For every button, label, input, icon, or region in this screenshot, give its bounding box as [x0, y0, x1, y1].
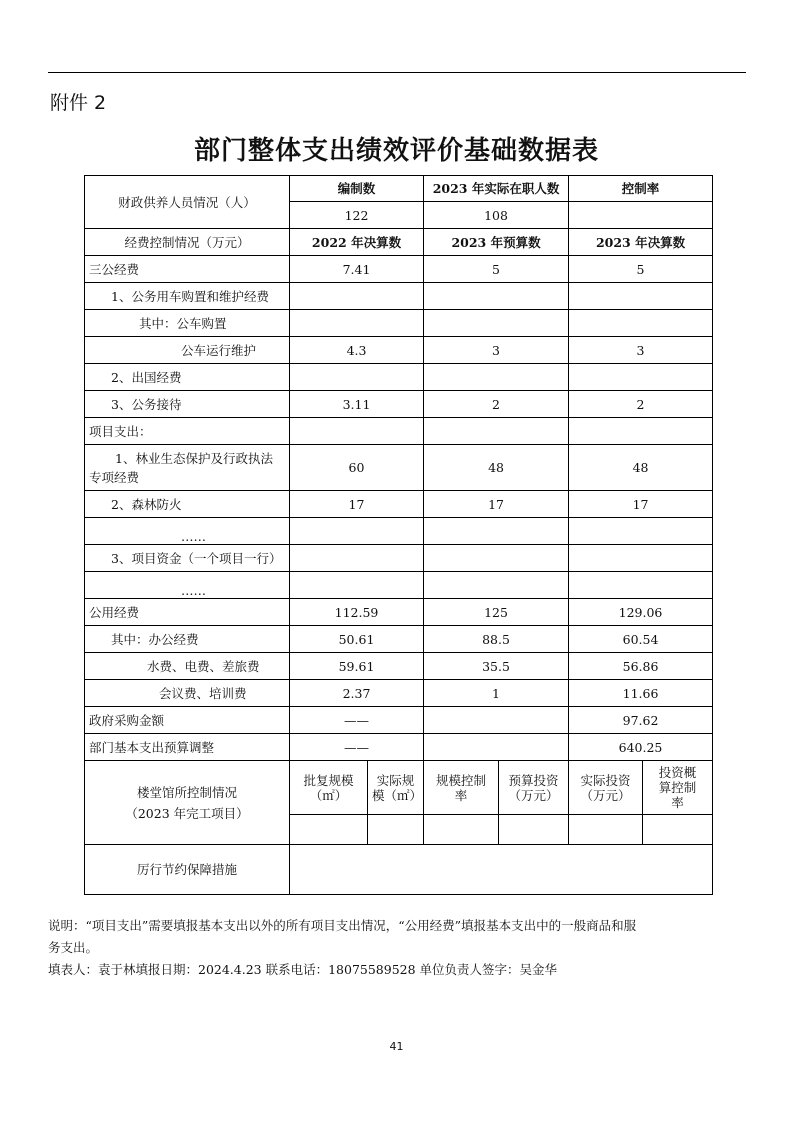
building-header-row [85, 761, 713, 815]
approved-scale-value [290, 815, 368, 845]
table-row [85, 734, 713, 761]
scale-control-rate-header-line2: 率 [454, 787, 468, 803]
row-value-2023-final: 3 [569, 337, 713, 364]
row-value-2022 [290, 310, 424, 337]
row-value-2023-final [569, 283, 713, 310]
row-value-2023-final: 48 [569, 445, 713, 491]
investment-control-rate-header-line2: 算控制 [658, 780, 697, 795]
row-value-2022: 7.41 [290, 256, 424, 283]
saving-measures-value [290, 845, 713, 895]
staff-val2: 108 [424, 202, 569, 229]
staff-col2: 2023 年实际在职人数 [424, 176, 569, 202]
table-row [85, 599, 713, 626]
row-value-2023-final: 56.86 [569, 653, 713, 680]
investment-control-rate-header-line3: 率 [671, 795, 684, 810]
row-value-2023-budget [424, 418, 569, 445]
page-number: 41 [389, 1040, 404, 1053]
building-label-line1: 楼堂馆所控制情况 [136, 784, 237, 800]
staff-label: 财政供养人员情况（人） [85, 176, 290, 229]
row-value-2023-final [569, 364, 713, 391]
investment-control-rate-value [643, 815, 713, 845]
actual-investment-header-line1: 实际投资 [580, 772, 631, 788]
row-value-2023-budget: 125 [424, 599, 569, 626]
investment-control-rate-header-line1: 投资概 [658, 765, 697, 780]
investment-control-rate-header [643, 761, 713, 815]
row-label: 1、公务用车购置和维护经费 [85, 283, 290, 310]
row-label: 其中：公车购置 [85, 310, 290, 337]
control-col3: 2023 年决算数 [569, 229, 713, 256]
actual-scale-value [368, 815, 424, 845]
staff-val3 [569, 202, 713, 229]
row-label: 会议费、培训费 [85, 680, 290, 707]
table-row [85, 337, 713, 364]
table-row [85, 364, 713, 391]
data-table [84, 175, 713, 895]
row-value-2023-budget [424, 310, 569, 337]
row-label: 其中：办公经费 [85, 626, 290, 653]
top-rule [48, 72, 746, 73]
row-value-2023-final: 2 [569, 391, 713, 418]
row-label: 项目支出： [85, 418, 290, 445]
row-value-2023-budget: 17 [424, 491, 569, 518]
approved-scale-header-line2: （㎡） [309, 787, 348, 803]
actual-investment-header-line2: （万元） [580, 787, 631, 803]
staff-header-row [85, 176, 713, 202]
row-value-2023-budget [424, 364, 569, 391]
saving-measures-label: 厉行节约保障措施 [85, 845, 290, 895]
row-label-line2: 专项经费 [89, 469, 140, 485]
row-value-2023-final: 11.66 [569, 680, 713, 707]
row-label: 2、森林防火 [85, 491, 290, 518]
table-row [85, 391, 713, 418]
row-value-2022 [290, 283, 424, 310]
staff-col3: 控制率 [569, 176, 713, 202]
note-line1: 说明：“项目支出”需要填报基本支出以外的所有项目支出情况，“公用经费”填报基本支出中的一般商品和服 [48, 918, 637, 933]
row-value-2023-budget: 5 [424, 256, 569, 283]
table-row [85, 445, 713, 491]
row-value-2022: —— [290, 707, 424, 734]
building-label [85, 761, 290, 845]
actual-scale-header-line2: 模（㎡） [372, 787, 423, 803]
row-value-2023-final: 640.25 [569, 734, 713, 761]
row-label: 2、出国经费 [85, 364, 290, 391]
scale-control-rate-header [424, 761, 499, 815]
row-value-2022 [290, 545, 424, 572]
table-row [85, 545, 713, 572]
row-label: 部门基本支出预算调整 [85, 734, 290, 761]
table-row [85, 491, 713, 518]
row-value-2023-final [569, 545, 713, 572]
row-label [85, 445, 290, 491]
control-col2: 2023 年预算数 [424, 229, 569, 256]
table-row [85, 418, 713, 445]
row-value-2023-final: 17 [569, 491, 713, 518]
table-row [85, 707, 713, 734]
row-value-2023-budget: 35.5 [424, 653, 569, 680]
row-value-2023-final: 60.54 [569, 626, 713, 653]
row-value-2022 [290, 572, 424, 599]
budget-investment-header-line2: （万元） [508, 787, 559, 803]
table-row [85, 256, 713, 283]
document-title: 部门整体支出绩效评价基础数据表 [193, 136, 599, 166]
control-label: 经费控制情况（万元） [85, 229, 290, 256]
row-value-2023-budget [424, 545, 569, 572]
budget-investment-header-line1: 预算投资 [508, 772, 559, 788]
control-header-row [85, 229, 713, 256]
row-label-line1: 1、林业生态保护及行政执法 [115, 450, 273, 466]
row-value-2022 [290, 518, 424, 545]
row-value-2022: 60 [290, 445, 424, 491]
actual-scale-header [368, 761, 424, 815]
table-row [85, 518, 713, 545]
control-col1: 2022 年决算数 [290, 229, 424, 256]
row-value-2022: 50.61 [290, 626, 424, 653]
table-row [85, 653, 713, 680]
row-value-2023-budget: 48 [424, 445, 569, 491]
table-row [85, 310, 713, 337]
row-value-2022: 4.3 [290, 337, 424, 364]
actual-scale-header-line1: 实际规 [376, 772, 415, 788]
row-label: 公车运行维护 [85, 337, 290, 364]
filler-info: 填表人：袁于林填报日期：2024.4.23 联系电话：18075589528 单位负责人签字：吴金华 [48, 962, 558, 977]
saving-measures-row [85, 845, 713, 895]
actual-investment-header [569, 761, 643, 815]
note-line2: 务支出。 [48, 940, 99, 955]
row-value-2022: 3.11 [290, 391, 424, 418]
row-value-2023-final [569, 518, 713, 545]
row-value-2023-final [569, 418, 713, 445]
table-row [85, 283, 713, 310]
row-value-2023-final [569, 572, 713, 599]
row-value-2023-budget [424, 283, 569, 310]
row-label: 公用经费 [85, 599, 290, 626]
row-value-2023-final [569, 310, 713, 337]
table-row [85, 626, 713, 653]
staff-val1: 122 [290, 202, 424, 229]
row-value-2023-final: 5 [569, 256, 713, 283]
row-value-2022: 2.37 [290, 680, 424, 707]
approved-scale-header [290, 761, 368, 815]
row-label: …… [85, 572, 290, 599]
budget-investment-header [499, 761, 569, 815]
staff-col1: 编制数 [290, 176, 424, 202]
row-value-2023-budget [424, 734, 569, 761]
attachment-label: 附件 2 [50, 92, 107, 114]
scale-control-rate-header-line1: 规模控制 [436, 772, 487, 788]
row-label: 政府采购金额 [85, 707, 290, 734]
budget-investment-value [499, 815, 569, 845]
row-label: …… [85, 518, 290, 545]
row-value-2023-final: 129.06 [569, 599, 713, 626]
row-value-2023-final: 97.62 [569, 707, 713, 734]
row-value-2023-budget [424, 572, 569, 599]
row-value-2022: 112.59 [290, 599, 424, 626]
row-value-2022: —— [290, 734, 424, 761]
row-value-2022 [290, 418, 424, 445]
scale-control-rate-value [424, 815, 499, 845]
table-row [85, 680, 713, 707]
row-value-2022: 17 [290, 491, 424, 518]
table-row [85, 572, 713, 599]
row-value-2023-budget: 2 [424, 391, 569, 418]
row-value-2023-budget: 1 [424, 680, 569, 707]
row-value-2023-budget: 3 [424, 337, 569, 364]
actual-investment-value [569, 815, 643, 845]
row-value-2023-budget [424, 707, 569, 734]
row-label: 水费、电费、差旅费 [85, 653, 290, 680]
row-label: 3、项目资金（一个项目一行） [85, 545, 290, 572]
row-value-2023-budget [424, 518, 569, 545]
row-value-2023-budget: 88.5 [424, 626, 569, 653]
row-value-2022 [290, 364, 424, 391]
building-label-line2: （2023 年完工项目） [125, 805, 249, 821]
row-value-2022: 59.61 [290, 653, 424, 680]
row-label: 三公经费 [85, 256, 290, 283]
approved-scale-header-line1: 批复规模 [303, 772, 354, 788]
row-label: 3、公务接待 [85, 391, 290, 418]
